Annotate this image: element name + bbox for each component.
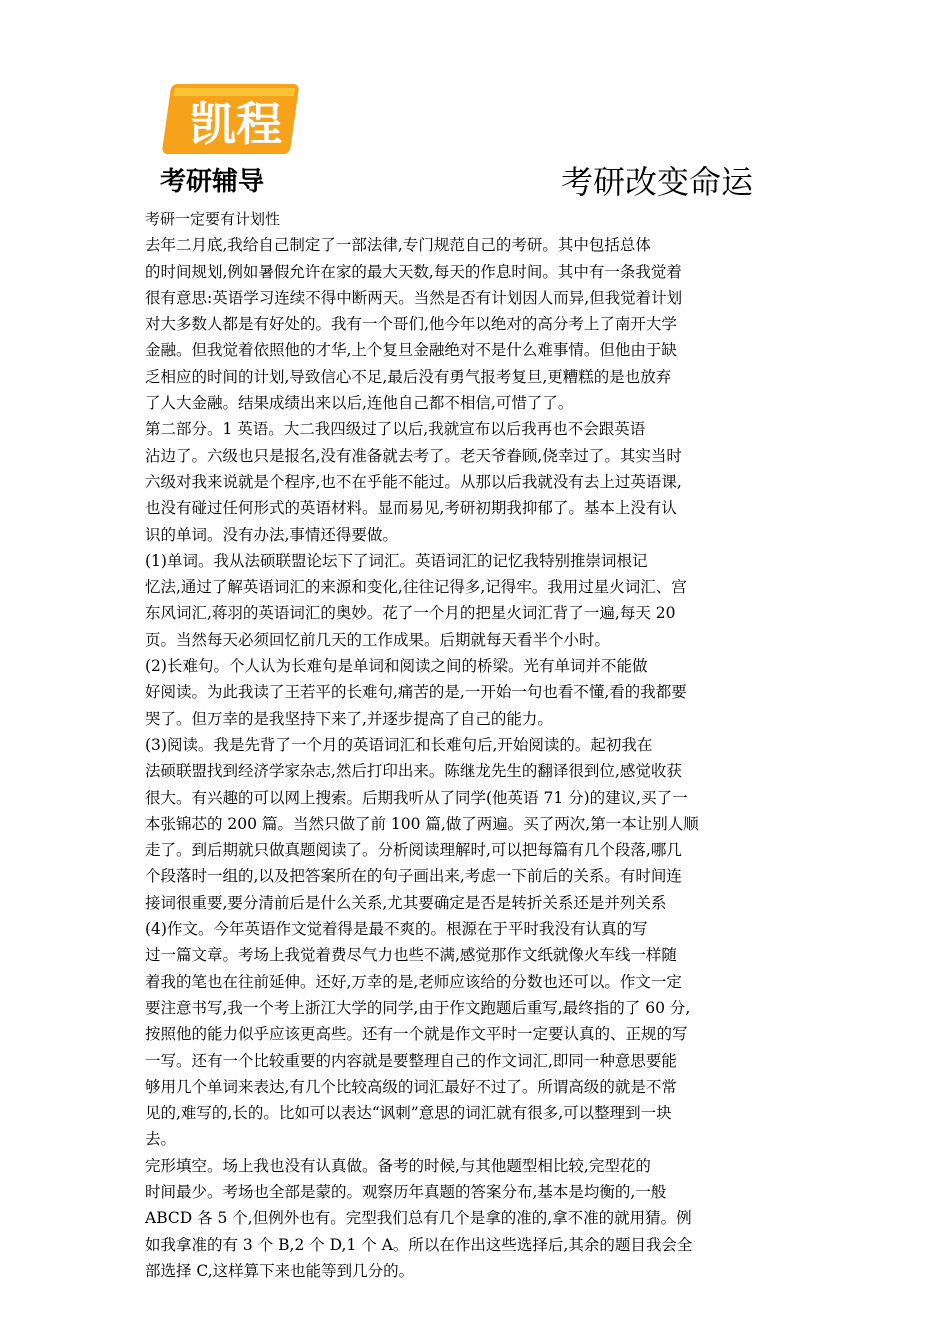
text-line: 好阅读。为此我读了王若平的长难句,痛苦的是,一开始一句也看不懂,看的我都要	[145, 683, 687, 702]
text-line: 乏相应的时间的计划,导致信心不足,最后没有勇气报考复旦,更糟糕的是也放弃	[145, 367, 672, 386]
article-title: 考研一定要有计划性	[145, 210, 281, 228]
text-line: 了人大金融。结果成绩出来以后,连他自己都不相信,可惜了了。	[145, 394, 574, 413]
text-line: 要注意书写,我一个考上浙江大学的同学,由于作文跑题后重写,最终指的了 60 分,	[145, 998, 691, 1017]
text-line: 走了。到后期就只做真题阅读了。分析阅读理解时,可以把每篇有几个段落,哪几	[145, 841, 682, 860]
text-line: ABCD 各 5 个,但例外也有。完型我们总有几个是拿的准的,拿不准的就用猜。例	[145, 1209, 692, 1228]
text-line: 也没有碰过任何形式的英语材料。显而易见,考研初期我抑郁了。基本上没有认	[145, 499, 677, 518]
text-line: 个段落时一组的,以及把答案所在的句子画出来,考虑一下前后的关系。有时间连	[145, 867, 682, 886]
text-line: 沾边了。六级也只是报名,没有准备就去考了。老天爷眷顾,侥幸过了。其实当时	[145, 446, 682, 465]
text-line: (3)阅读。我是先背了一个月的英语词汇和长难句后,开始阅读的。起初我在	[145, 735, 653, 754]
text-line: 去年二月底,我给自己制定了一部法律,专门规范自己的考研。其中包括总体	[145, 236, 651, 255]
brand-logo-graphic	[150, 80, 300, 196]
logo-highlight-shape	[174, 88, 295, 96]
text-line: 忆法,通过了解英语词汇的来源和变化,往往记得多,记得牢。我用过星火词汇、宫	[145, 578, 687, 597]
article-body	[145, 206, 735, 1284]
text-line: 按照他的能力似乎应该更高些。还有一个就是作文平时一定要认真的、正规的写	[145, 1025, 688, 1044]
text-line: 东风词汇,蒋羽的英语词汇的奥妙。花了一个月的把星火词汇背了一遍,每天 20	[145, 604, 676, 623]
text-line: 第二部分。1 英语。大二我四级过了以后,我就宣布以后我再也不会跟英语	[145, 420, 646, 439]
text-line: 完形填空。场上我也没有认真做。备考的时候,与其他题型相比较,完型花的	[145, 1156, 651, 1175]
text-line: 过一篇文章。考场上我觉着费尽气力也些不满,感觉那作文纸就像火车线一样随	[145, 946, 677, 965]
text-line: 部选择 C,这样算下来也能等到几分的。	[145, 1261, 415, 1280]
text-line: 很大。有兴趣的可以网上搜索。后期我听从了同学(他英语 71 分)的建议,买了一	[145, 788, 688, 807]
text-line: 的时间规划,例如暑假允许在家的最大天数,每天的作息时间。其中有一条我觉着	[145, 262, 682, 281]
text-line: (1)单词。我从法硕联盟论坛下了词汇。英语词汇的记忆我特别推崇词根记	[145, 551, 648, 570]
text-line: 一写。还有一个比较重要的内容就是要整理自己的作文词汇,即同一种意思要能	[145, 1051, 677, 1070]
text-line: 对大多数人都是有好处的。我有一个哥们,他今年以绝对的高分考上了南开大学	[145, 315, 677, 334]
text-line: 页。当然每天必须回忆前几天的工作成果。后期就每天看半个小时。	[145, 630, 611, 649]
text-line: 法硕联盟找到经济学家杂志,然后打印出来。陈继龙先生的翻译很到位,感觉收获	[145, 762, 682, 781]
text-line: 如我拿准的有 3 个 B,2 个 D,1 个 A。所以在作出这些选择后,其余的题目我会全	[145, 1235, 693, 1254]
text-line: 哭了。但万幸的是我坚持下来了,并逐步提高了自己的能力。	[145, 709, 553, 728]
text-line: 时间最少。考场也全部是蒙的。观察历年真题的答案分布,基本是均衡的,一般	[145, 1182, 667, 1201]
text-line: 着我的笔也在往前延伸。还好,万幸的是,老师应该给的分数也还可以。作文一定	[145, 972, 682, 991]
text-line: 六级对我来说就是个程序,也不在乎能不能过。从那以后我就没有去上过英语课,	[145, 472, 682, 491]
text-line: 很有意思:英语学习连续不得中断两天。当然是否有计划因人而异,但我觉着计划	[145, 288, 683, 307]
brand-logo	[150, 80, 300, 196]
text-line: 够用几个单词来表达,有几个比较高级的词汇最好不过了。所谓高级的就是不常	[145, 1077, 677, 1096]
text-line: 去。	[145, 1130, 177, 1149]
text-line: 见的,难写的,长的。比如可以表达“讽刺”意思的词汇就有很多,可以整理到一块	[145, 1104, 672, 1123]
slogan: 考研改变命运	[561, 163, 754, 201]
text-line: 接词很重要,要分清前后是什么关系,尤其要确定是否是转折关系还是并列关系	[145, 893, 667, 912]
text-line: 金融。但我觉着依照他的才华,上个复旦金融绝对不是什么难事情。但他由于缺	[145, 341, 677, 360]
text-line: (2)长难句。个人认为长难句是单词和阅读之间的桥梁。光有单词并不能做	[145, 657, 648, 676]
text-line: (4)作文。今年英语作文觉着得是最不爽的。根源在于平时我没有认真的写	[145, 920, 648, 939]
logo-sub-text: 考研辅导	[160, 167, 265, 196]
text-line: 本张锦芯的 200 篇。当然只做了前 100 篇,做了两遍。买了两次,第一本让别人顺	[145, 814, 699, 833]
logo-brand-text: 凯程	[190, 97, 282, 151]
text-line: 识的单词。没有办法,事情还得要做。	[145, 525, 398, 544]
